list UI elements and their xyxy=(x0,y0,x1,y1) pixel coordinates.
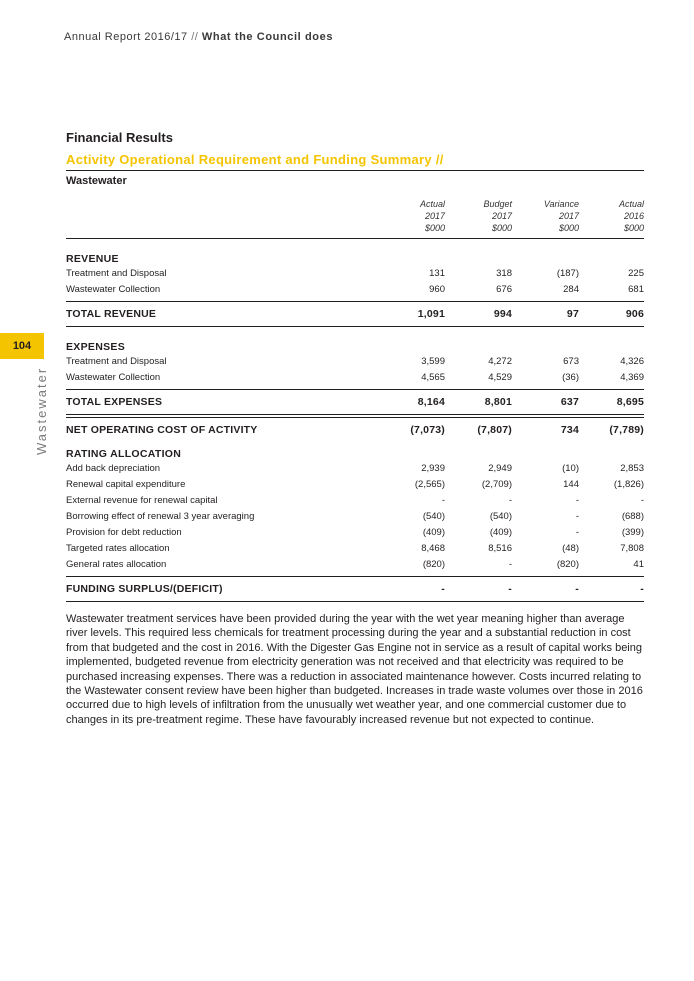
table-header xyxy=(66,198,644,239)
table-row: Targeted rates allocation 8,468 8,516 (48) 7,808 xyxy=(66,542,644,554)
table-row: Wastewater Collection 4,565 4,529 (36) 4,369 xyxy=(66,371,644,383)
funding-surplus-row: FUNDING SURPLUS/(DEFICIT) - - - - xyxy=(66,576,644,602)
total-revenue-row: TOTAL REVENUE 1,091 994 97 906 xyxy=(66,301,644,327)
column-header: Actual 2017 $000 xyxy=(419,199,445,233)
side-section-label: Wastewater xyxy=(34,366,49,455)
table-row: General rates allocation (820) - (820) 41 xyxy=(66,558,644,570)
page-number: 104 xyxy=(0,333,44,359)
financial-table xyxy=(66,198,644,602)
report-title: Annual Report 2016/17 xyxy=(64,31,188,43)
section-heading-revenue: REVENUE xyxy=(66,253,119,265)
table-row: Treatment and Disposal 3,599 4,272 673 4,326 xyxy=(66,355,644,367)
table-row: Wastewater Collection 960 676 284 681 xyxy=(66,283,644,295)
column-header: Actual 2016 $000 xyxy=(618,199,644,233)
page-title: Financial Results xyxy=(66,130,173,145)
commentary-paragraph: Wastewater treatment services have been provided during the year with the wet year meaning higher than average river levels. This required less chemicals for treatment processing during the year and a substantial reduction in cost from that budgeted and the cost in 2016. With the Digester Gas Engine not in service as a result of capital works being implemented, budgeted revenue from electricity generation was not received and that electricity was required to be purchased increasing expenses. There was a reduction in associated maintenance however. Costs incurred relating to the Wastewater consent review have been higher than budgeted. Increases in trade waste volumes over those in 2016 occurred due to high levels of infiltration from the unusually wet weather year, and one commercial customer due to changes in its pre-treatment regime. These have favourably increased revenue but not expected to continue. xyxy=(66,613,643,726)
table-row: External revenue for renewal capital - - - - xyxy=(66,494,644,506)
header-separator: // xyxy=(191,31,199,43)
table-row: Add back depreciation 2,939 2,949 (10) 2,853 xyxy=(66,462,644,474)
section-title: What the Council does xyxy=(201,31,334,43)
running-header xyxy=(64,31,333,43)
table-row: Borrowing effect of renewal 3 year averaging (540) (540) - (688) xyxy=(66,510,644,522)
section-heading-expenses: EXPENSES xyxy=(66,341,126,353)
table-row: Treatment and Disposal 131 318 (187) 225 xyxy=(66,267,644,279)
column-header: Variance 2017 $000 xyxy=(543,199,579,233)
table-subtitle: Activity Operational Requirement and Funding Summary // xyxy=(66,152,644,171)
net-operating-cost-row: NET OPERATING COST OF ACTIVITY (7,073) (7,807) 734 (7,789) xyxy=(66,417,644,442)
column-header: Budget 2017 $000 xyxy=(483,199,512,233)
main-content xyxy=(66,130,644,727)
section-heading-rating-allocation: RATING ALLOCATION xyxy=(66,448,182,460)
table-row: Renewal capital expenditure (2,565) (2,709) 144 (1,826) xyxy=(66,478,644,490)
activity-name: Wastewater xyxy=(66,175,127,187)
total-expenses-row: TOTAL EXPENSES 8,164 8,801 637 8,695 xyxy=(66,389,644,415)
table-row: Provision for debt reduction (409) (409) - (399) xyxy=(66,526,644,538)
